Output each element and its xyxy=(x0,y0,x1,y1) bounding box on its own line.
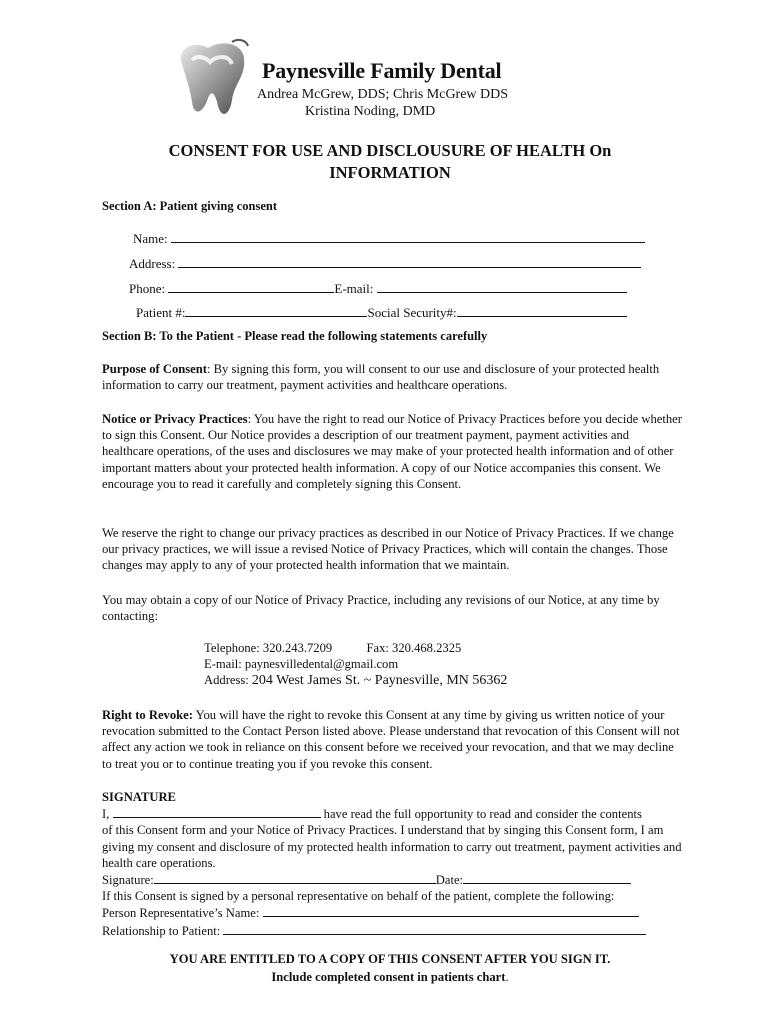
ssn-label: Social Security#: xyxy=(367,305,457,320)
practice-name: Paynesville Family Dental xyxy=(262,58,502,83)
relationship-label: Relationship to Patient: xyxy=(102,923,221,938)
representative-note: If this Consent is signed by a personal representative on behalf of the patient, complete the following: xyxy=(102,889,615,904)
email-input-line[interactable] xyxy=(377,280,627,293)
signature-section xyxy=(102,789,682,939)
purpose-label: Purpose of Consent xyxy=(102,362,207,376)
signature-date-row xyxy=(102,871,682,888)
acknowledgement-row xyxy=(102,805,682,822)
copy-entitlement-notice: YOU ARE ENTITLED TO A COPY OF THIS CONSENT AFTER YOU SIGN IT. xyxy=(169,952,611,966)
address-label: Address: xyxy=(129,256,176,271)
name-input-line[interactable] xyxy=(171,230,645,243)
notice-label: Notice or Privacy Practices xyxy=(102,412,248,426)
acknowledgement-text: have read the full opportunity to read and consider the contents xyxy=(323,807,642,822)
contact-fax: Fax: 320.468.2325 xyxy=(366,641,462,655)
contact-address-label: Address: xyxy=(204,673,252,687)
ssn-input-line[interactable] xyxy=(457,304,627,317)
date-line[interactable] xyxy=(463,871,631,884)
signature-label: Signature: xyxy=(102,873,154,888)
address-input-line[interactable] xyxy=(178,255,641,268)
signature-body: of this Consent form and your Notice of Privacy Practices. I understand that by singing this Consent form, I am giving my consent and disclosure of my protected health information to carry out treatment, payment activities and health care operations. xyxy=(102,823,682,870)
relationship-row xyxy=(102,922,682,939)
purpose-of-consent xyxy=(102,361,682,393)
purpose-text: : By signing this form, you will consent to our use and disclosure of your protected health information to carry our treatment, payment activities and healthcare operations. xyxy=(102,362,660,393)
phone-email-row xyxy=(129,280,627,297)
i-label: I, xyxy=(102,807,110,822)
form-title-line-1: CONSENT FOR USE AND DISCLOUSURE OF HEALTH On xyxy=(168,141,612,160)
obtain-copy-paragraph: You may obtain a copy of our Notice of Privacy Practice, including any revisions of our Notice, at any time by contacting: xyxy=(102,593,660,624)
representative-name-label: Person Representative’s Name: xyxy=(102,906,260,921)
tooth-icon xyxy=(172,36,252,122)
reserve-right-paragraph: We reserve the right to change our privacy practices as described in our Notice of Privacy Practices. If we change our privacy practices, we will issue a revised Notice of Privacy Practices, which will contain the changes. Those changes may apply to any of your protected health information that we maintain. xyxy=(102,526,674,573)
form-title-line-2: INFORMATION xyxy=(329,163,451,182)
contact-telephone: Telephone: 320.243.7209 xyxy=(204,641,333,655)
dentists-line-2: Kristina Noding, DMD xyxy=(305,104,436,119)
email-label: E-mail: xyxy=(334,281,374,296)
revoke-text: You will have the right to revoke this Consent at any time by giving us written notice of your revocation submitted to the Contact Person listed above. Please understand that revocation of this Consent will not affect any action we took in reliance on this consent before we received your revocation, and that we may decline to treat you or to continue treating you if you revoke this consent. xyxy=(102,708,680,771)
name-field-row xyxy=(133,230,645,247)
representative-name-row xyxy=(102,904,682,921)
address-field-row xyxy=(129,255,641,272)
notice-of-privacy xyxy=(102,411,682,492)
signature-heading: SIGNATURE xyxy=(102,790,176,804)
right-to-revoke xyxy=(102,707,682,772)
section-b-heading: Section B: To the Patient - Please read the following statements carefully xyxy=(102,329,488,343)
chart-note: Include completed consent in patients chart xyxy=(271,970,506,984)
contact-phone-row xyxy=(204,640,507,656)
section-a-heading: Section A: Patient giving consent xyxy=(102,199,277,213)
contact-address-value: 204 West James St. ~ Paynesville, MN 56362 xyxy=(251,673,508,688)
chart-note-row xyxy=(100,970,680,985)
phone-label: Phone: xyxy=(129,281,166,296)
contact-address-row xyxy=(204,672,507,689)
contact-email: E-mail: paynesvilledental@gmail.com xyxy=(204,657,399,671)
relationship-line[interactable] xyxy=(223,922,646,935)
representative-name-line[interactable] xyxy=(263,904,639,917)
patient-number-label: Patient #: xyxy=(136,305,186,320)
patient-ssn-row xyxy=(136,304,627,321)
dentists-line-1: Andrea McGrew, DDS; Chris McGrew DDS xyxy=(257,87,509,102)
date-label: Date: xyxy=(435,873,464,888)
patient-number-input-line[interactable] xyxy=(185,304,367,317)
contact-info xyxy=(204,640,507,689)
revoke-label: Right to Revoke: xyxy=(102,708,193,722)
chart-note-end: . xyxy=(505,970,509,984)
notice-text: : You have the right to read our Notice of Privacy Practices before you decide whether to sign this Consent. Our Notice provides a description of our treatment payment, payment activities and healthcare operations, of the uses and disclosures we may make of your protected health information and of other important matters about your protected health information. A copy of our Notice accompanies this consent. We encourage you to read it carefully and completely signing this Consent. xyxy=(102,412,682,491)
acknowledger-name-line[interactable] xyxy=(113,805,321,818)
phone-input-line[interactable] xyxy=(168,280,334,293)
name-label: Name: xyxy=(133,231,168,246)
signature-line[interactable] xyxy=(154,871,436,884)
form-title xyxy=(100,140,680,184)
